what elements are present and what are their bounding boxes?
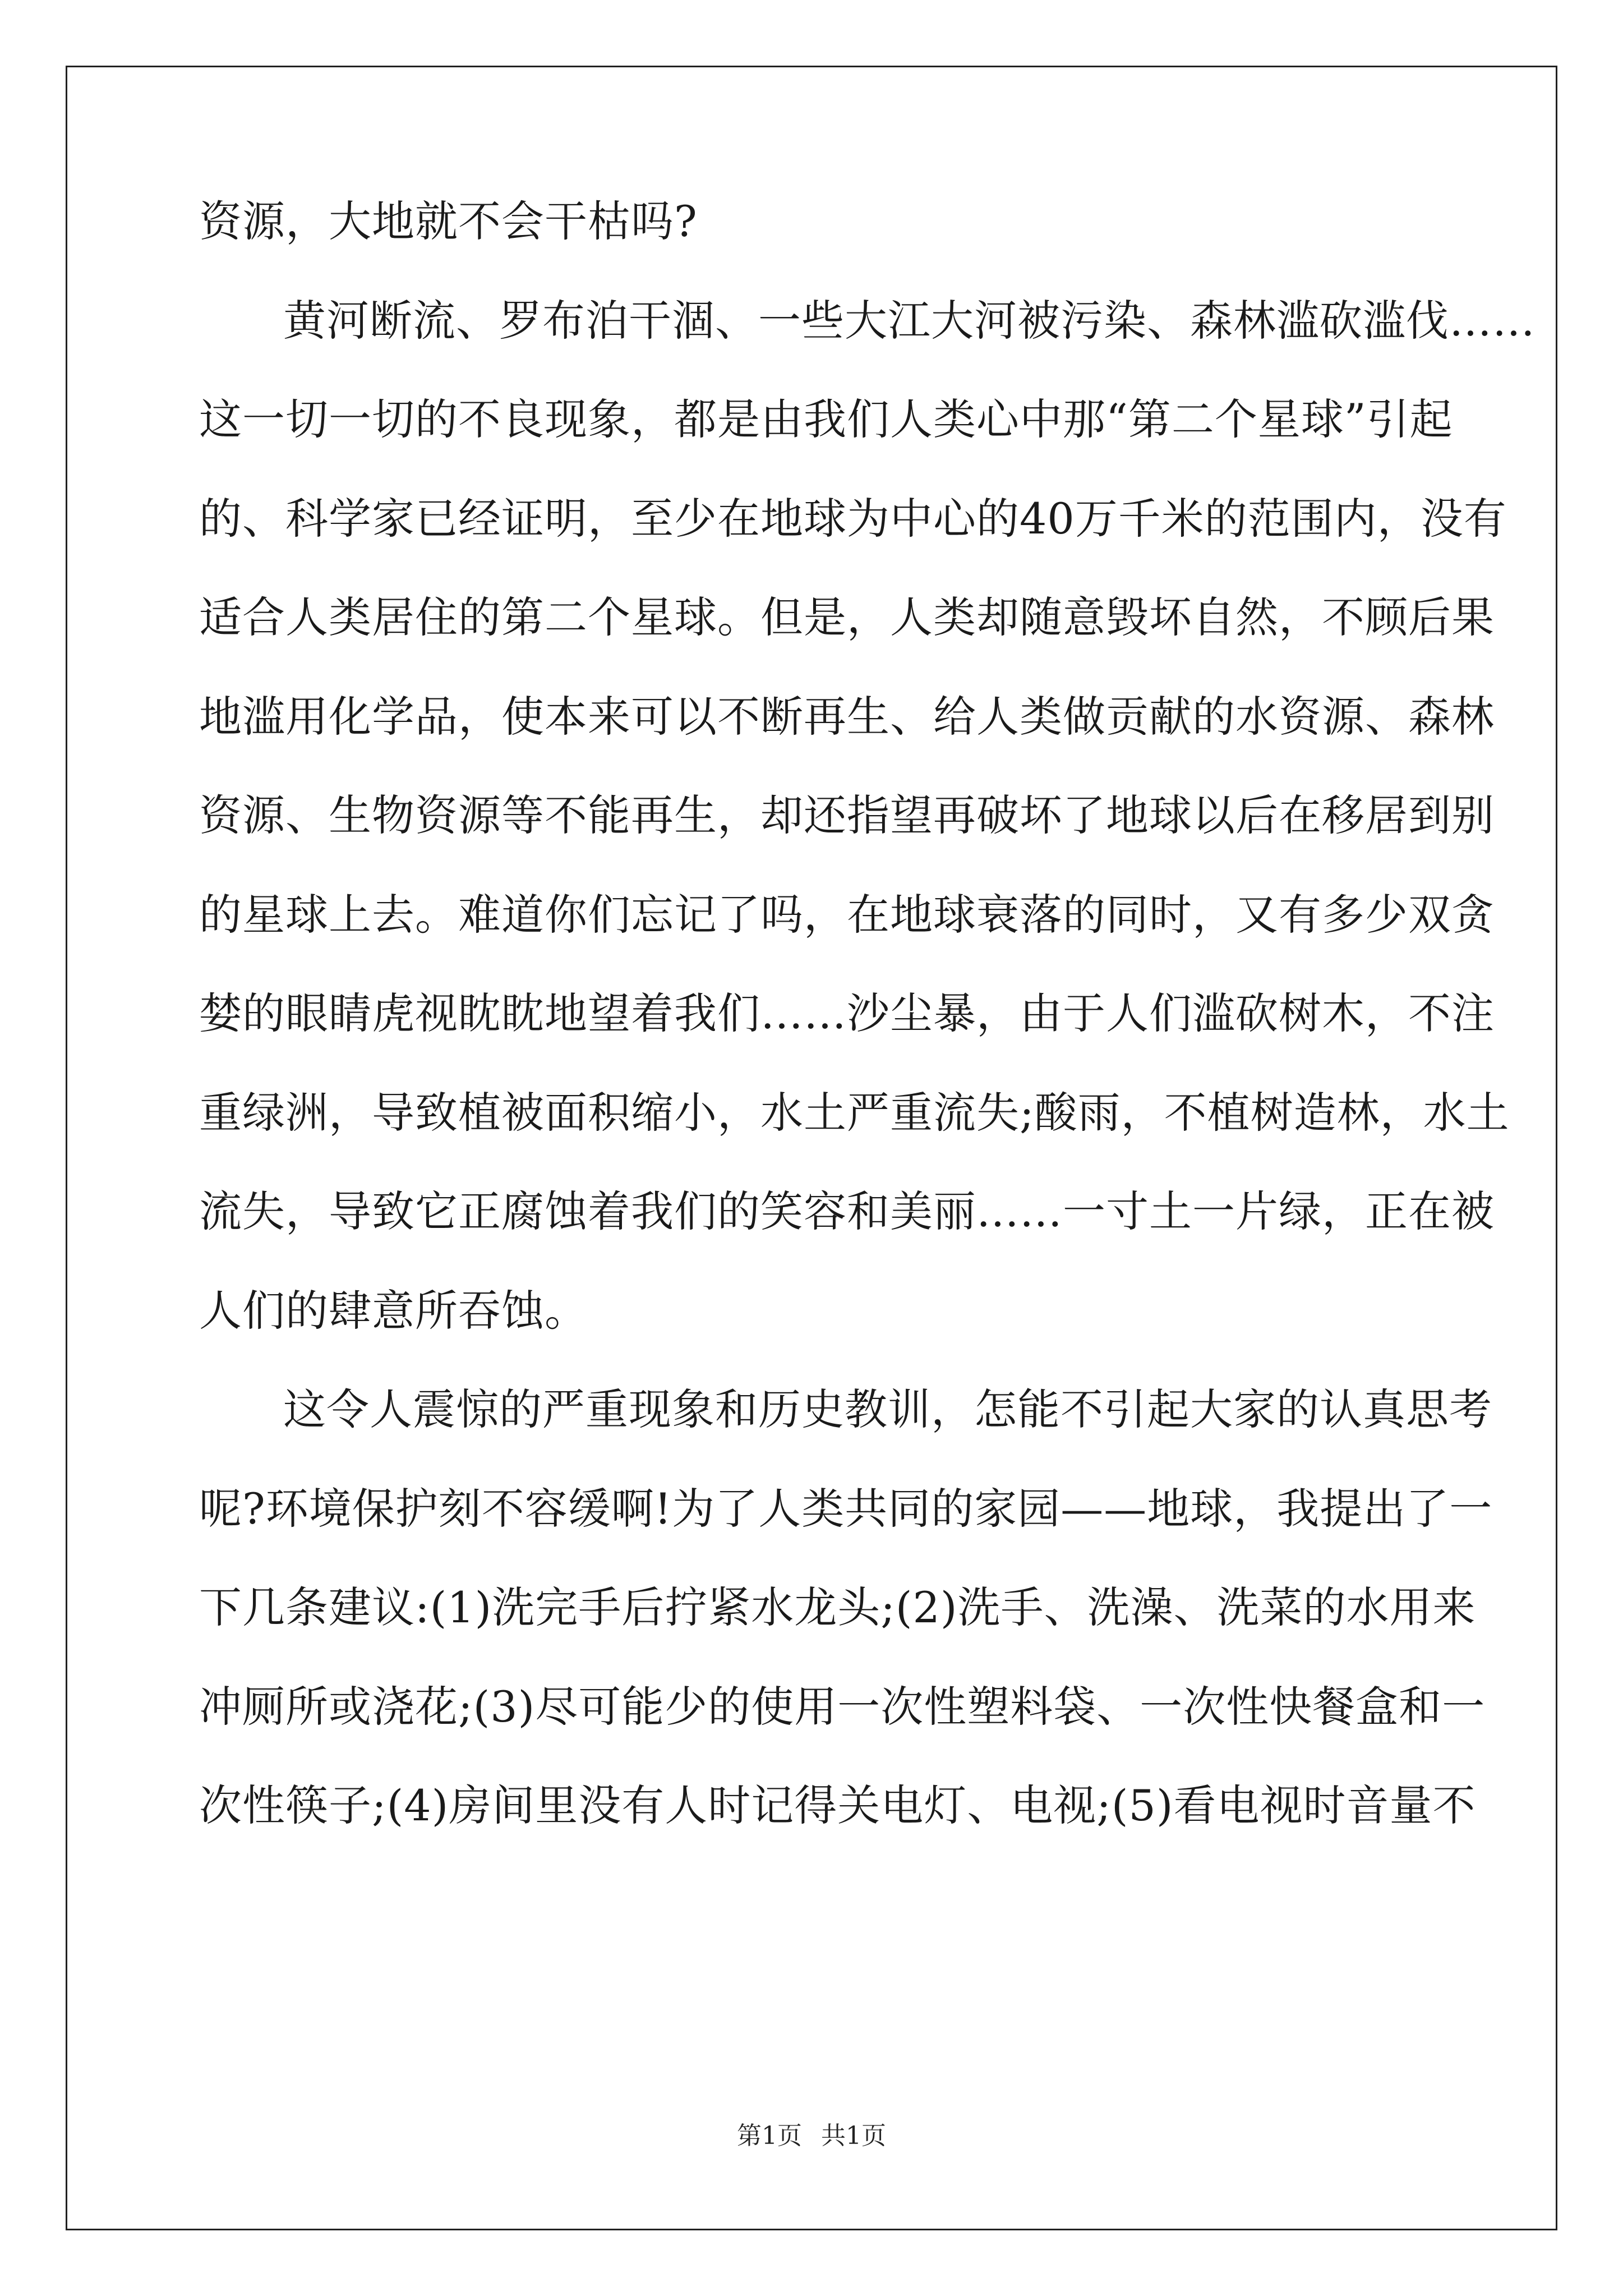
- paragraph-first-line: 黄河断流、罗布泊干涸、一些大江大河被污染、森林滥砍滥伐……: [283, 296, 1536, 346]
- text-line: 资源、生物资源等不能再生，却还指望再破坏了地球以后在移居到别: [199, 790, 1495, 840]
- text-line: 重绿洲，导致植被面积缩小，水土严重流失;酸雨，不植树造林，水土: [199, 1088, 1510, 1138]
- text-line: 适合人类居住的第二个星球。但是，人类却随意毁坏自然，不顾后果: [199, 592, 1495, 642]
- page-number: 第1页: [737, 2122, 802, 2150]
- text-line: 这一切一切的不良现象，都是由我们人类心中那“第二个星球”引起: [199, 394, 1453, 444]
- text-line: 呢?环境保护刻不容缓啊!为了人类共同的家园——地球，我提出了一: [199, 1484, 1493, 1534]
- text-line: 的星球上去。难道你们忘记了吗，在地球衰落的同时，又有多少双贪: [199, 890, 1495, 940]
- page-footer: [0, 2119, 1623, 2153]
- text-line: 婪的眼睛虎视眈眈地望着我们……沙尘暴，由于人们滥砍树木，不注: [199, 988, 1495, 1038]
- text-line: 次性筷子;(4)房间里没有人时记得关电灯、电视;(5)看电视时音量不: [199, 1780, 1476, 1830]
- text-line: 地滥用化学品，使本来可以不断再生、给人类做贡献的水资源、森林: [199, 692, 1495, 742]
- text-line: 冲厕所或浇花;(3)尽可能少的使用一次性塑料袋、一次性快餐盒和一: [199, 1682, 1486, 1732]
- text-line: 下几条建议:(1)洗完手后拧紧水龙头;(2)洗手、洗澡、洗菜的水用来: [199, 1582, 1476, 1632]
- text-line: 流失，导致它正腐蚀着我们的笑容和美丽……一寸土一片绿，正在被: [199, 1186, 1495, 1236]
- text-line: 人们的肆意所吞蚀。: [199, 1286, 588, 1336]
- text-line: 的、科学家已经证明，至少在地球为中心的40万千米的范围内，没有: [199, 494, 1507, 544]
- page-frame: [66, 66, 1557, 2230]
- text-line: 资源，大地就不会干枯吗?: [199, 196, 698, 246]
- page-total: 共1页: [821, 2122, 886, 2150]
- paragraph-first-line: 这令人震惊的严重现象和历史教训，怎能不引起大家的认真思考: [283, 1384, 1492, 1434]
